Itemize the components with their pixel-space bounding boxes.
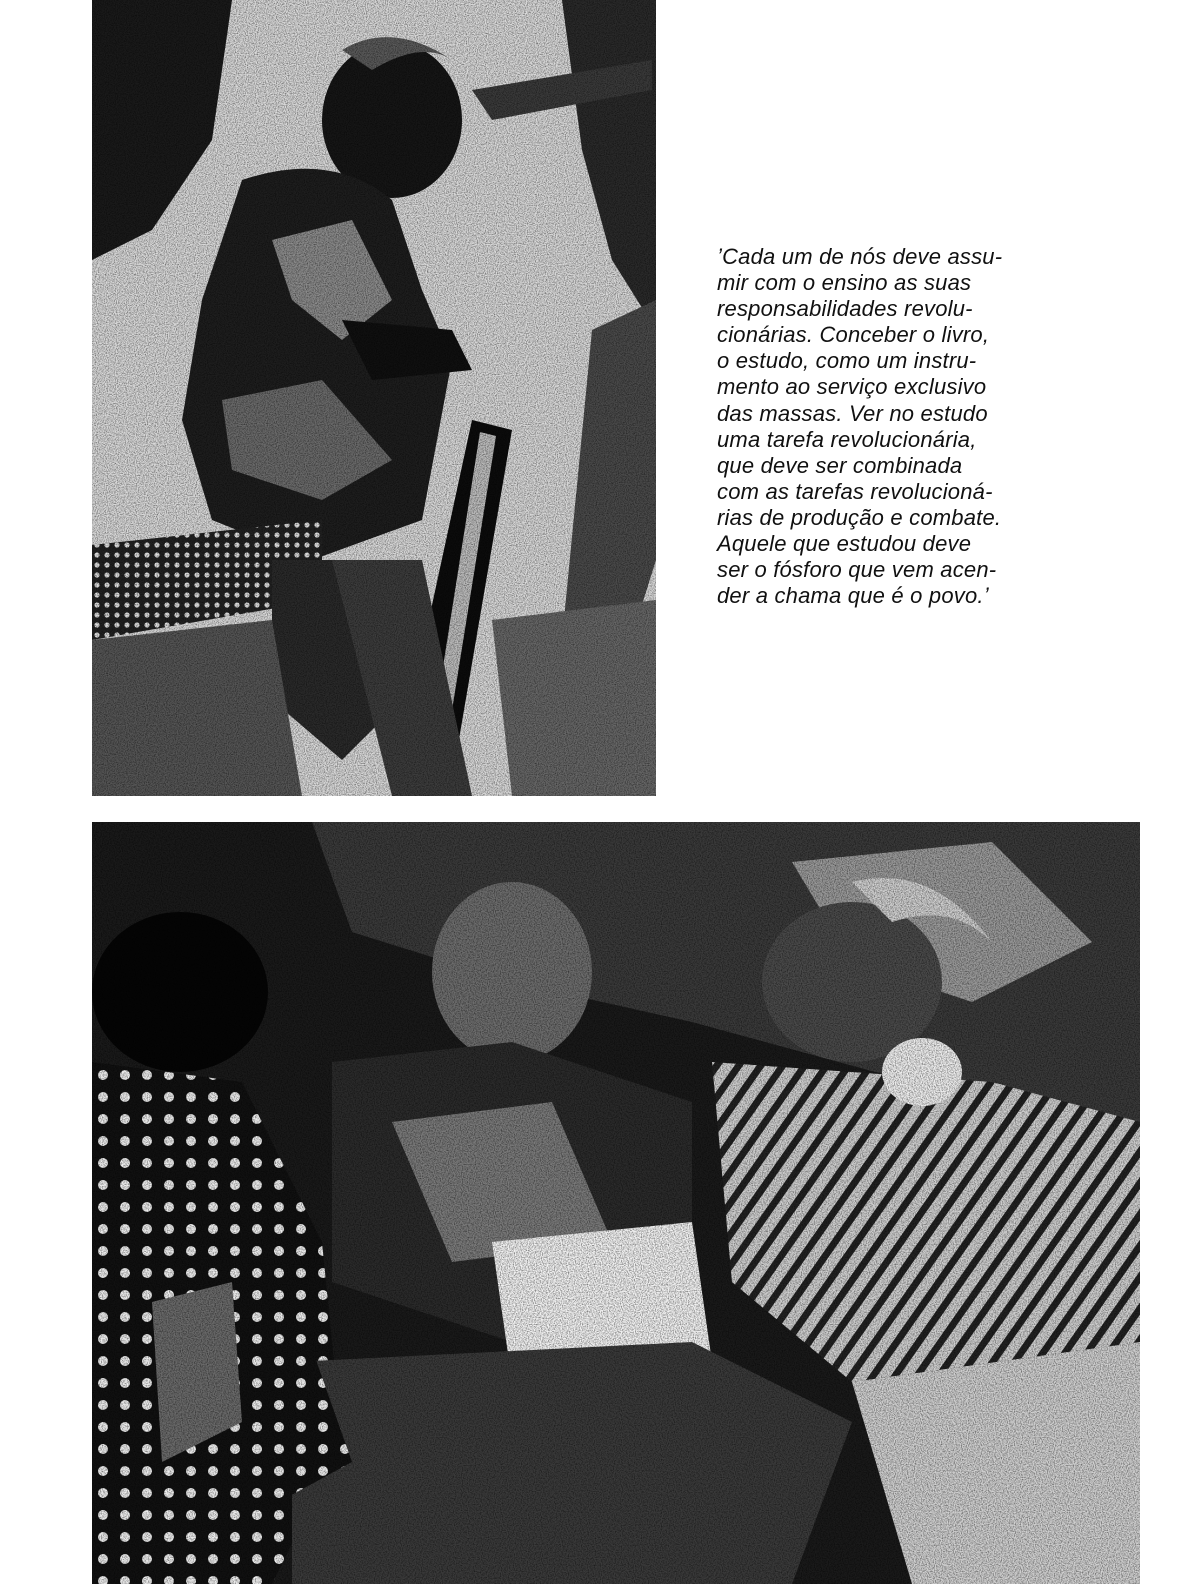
quote-line: com as tarefas revolucioná- (717, 478, 993, 504)
quote-text (717, 244, 1097, 609)
quote-line: rias de produção e combate. (717, 504, 1002, 530)
quote-line: o estudo, como um instru- (717, 348, 977, 374)
quote-line: das massas. Ver no estudo (717, 400, 988, 426)
quote-line: der a chama que é o povo.’ (717, 583, 989, 609)
quote-line: mir com o ensino as suas (717, 270, 972, 296)
quote-line: responsabilidades revolu- (717, 296, 973, 322)
quote-line: ’Cada um de nós deve assu- (717, 244, 1003, 269)
quote-line: uma tarefa revolucionária, (717, 426, 977, 452)
quote-line: cionárias. Conceber o livro, (717, 322, 990, 348)
photo-group-studying (92, 822, 1140, 1584)
quote-line: Aquele que estudou deve (717, 531, 972, 557)
photo-man-with-machete-image (92, 0, 656, 796)
photo-group-studying-image (92, 822, 1140, 1584)
quote-line: que deve ser combinada (717, 452, 963, 478)
quote-line: mento ao serviço exclusivo (717, 374, 987, 400)
quote-line: ser o fósforo que vem acen- (717, 557, 997, 583)
photo-man-with-machete (92, 0, 656, 796)
